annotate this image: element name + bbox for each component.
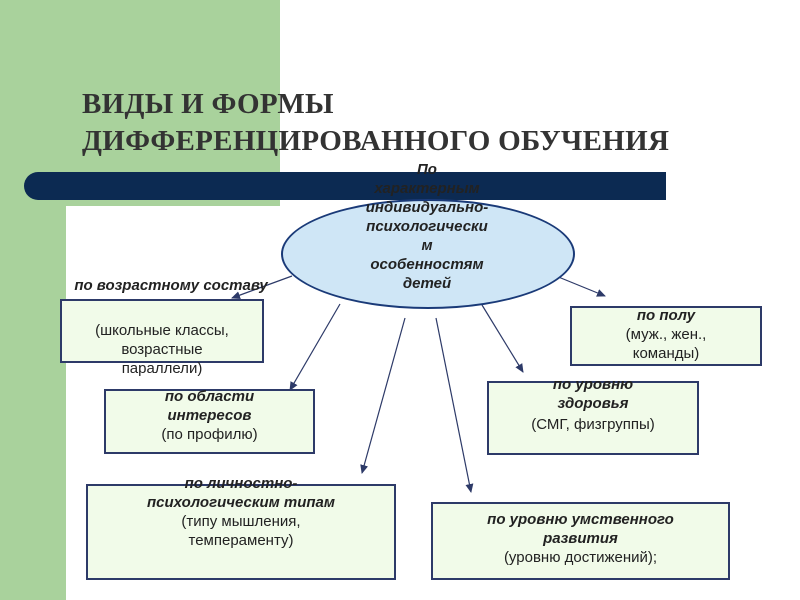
center-line: детей [402,275,452,292]
center-line: м [421,237,433,254]
interests-heading-2: интересов [167,407,252,424]
age-heading: по возрастному составу [74,277,268,294]
arrow-to-health [482,305,523,372]
personality-detail-2: темпераменту) [188,532,294,549]
arrow-to-personality [362,318,405,473]
personality-box [86,475,396,580]
center-label [316,160,538,293]
gender-heading: по полу [636,307,696,324]
age-detail-2: возрастные [121,341,203,358]
gender-detail-1: (муж., жен., [625,326,707,343]
health-heading-2: здоровья [557,395,629,412]
age-box [60,299,264,377]
title-line-1: ВИДЫ И ФОРМЫ [82,88,334,120]
mental-heading-1: по уровню умственного [487,511,674,528]
interests-heading-1: по области [164,388,255,405]
center-line: характерным [374,180,480,197]
arrow-to-mental [436,318,471,492]
age-detail-3: параллели) [121,360,203,377]
interests-box [104,389,315,454]
personality-detail-1: (типу мышления, [181,513,301,530]
health-heading-1: по уровню [552,376,634,393]
center-line: особенностям [370,256,484,273]
gender-detail-2: команды) [632,345,700,362]
health-detail: (СМГ, физгруппы) [531,416,655,433]
center-line: индивидуально- [365,199,489,216]
arrow-to-gender [556,276,605,296]
interests-detail: (по профилю) [161,426,258,443]
arrow-to-interests [290,304,340,390]
gender-box [570,306,762,366]
age-detail-1: (школьные классы, [95,322,229,339]
center-line: психологически [366,218,488,235]
mental-detail: (уровню достижений); [503,549,658,566]
health-box [487,376,699,455]
mental-heading-2: развития [543,530,618,547]
personality-heading-2: психологическим типам [146,494,335,511]
center-line: По [417,161,437,178]
title-line-2: ДИФФЕРЕНЦИРОВАННОГО ОБУЧЕНИЯ [82,125,670,157]
mental-box [431,502,730,580]
personality-heading-1: по личностно- [184,475,298,492]
